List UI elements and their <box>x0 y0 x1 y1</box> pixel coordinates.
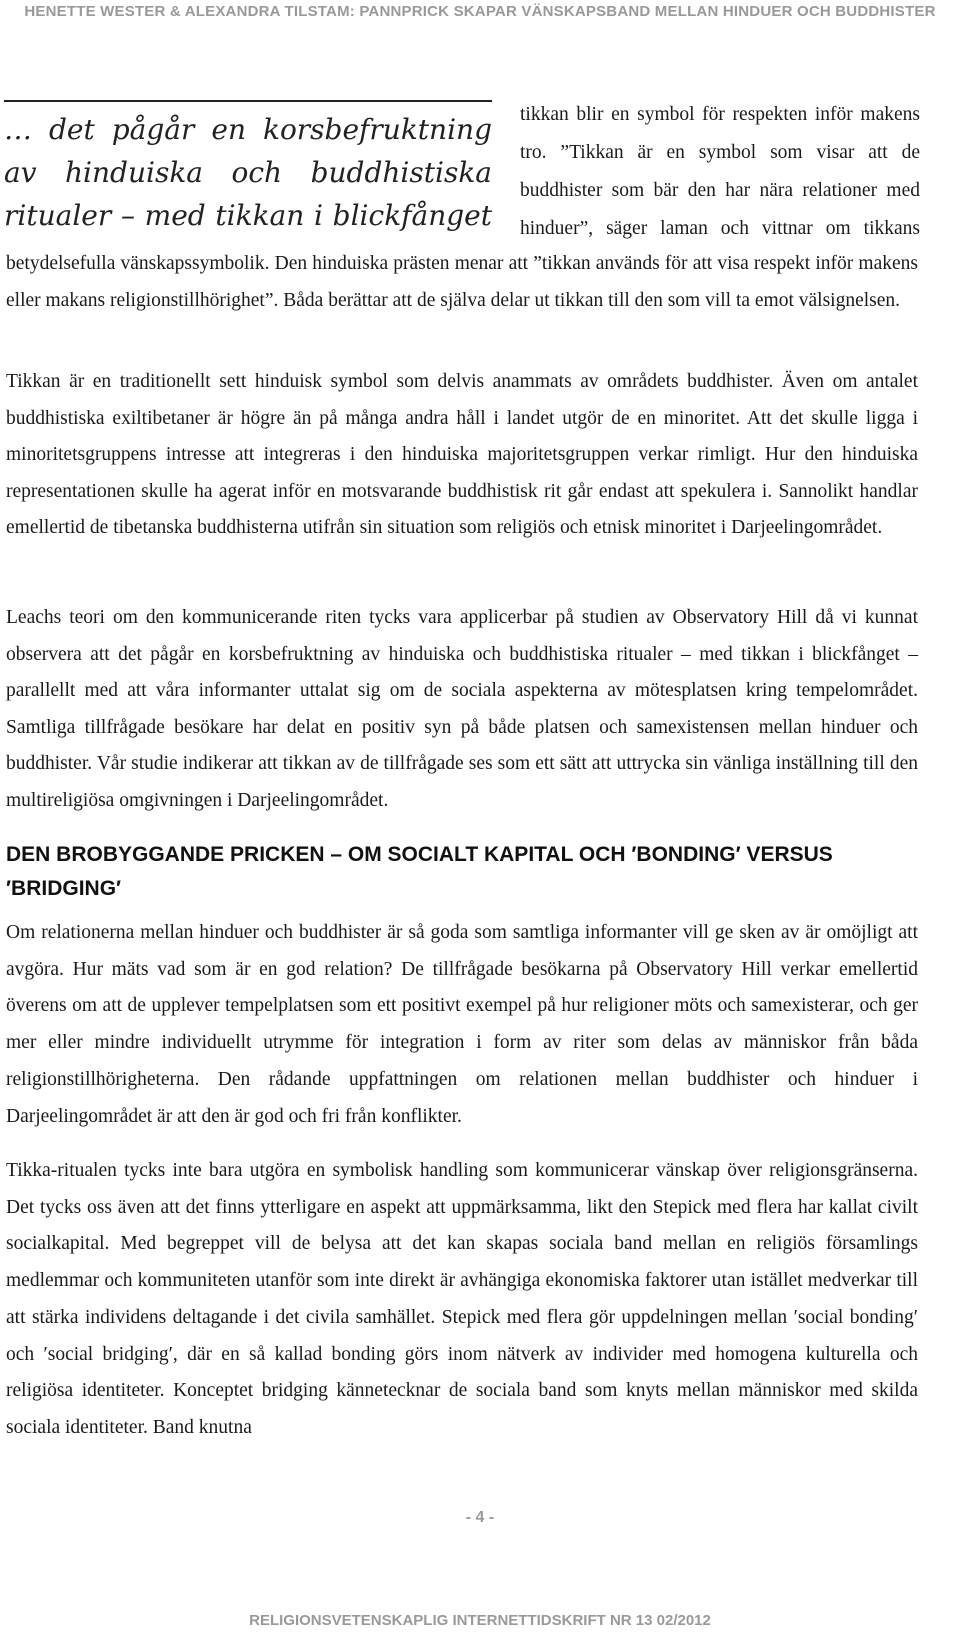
side-column-line: hinduer”, säger laman och vittnar om tikkans <box>520 218 920 239</box>
section-heading: DEN BROBYGGANDE PRICKEN – OM SOCIALT KAPITAL OCH ′BONDING′ VERSUS ′BRIDGING′ <box>6 843 833 900</box>
side-column-line: buddhister som bär den har nära relationer med <box>520 180 920 201</box>
paragraph-2 <box>6 364 918 547</box>
paragraph-text: Tikka-ritualen tycks inte bara utgöra en symbolisk handling som kommunicerar vänskap över religionsgränserna. Det tycks oss även att det finns ytterligare en aspekt att uppmärksamma, likt den Stepick med flera har kallat civilt socialkapital. Med begreppet vill de belysa att det kan skapas sociala band mellan en religiös församlings medlemmar och kommuniteten utanför som inte direkt är avhängiga ekonomiska faktorer utan istället medverkar till att stärka individens deltagande i det civila samhället. Stepick med flera gör uppdelningen mellan ′social bonding′ och ′social bridging′, där en så kallad bonding görs inom nätverk av individer med homogena kulturella och religiösa identiteter. Konceptet bridging kännetecknar de sociala band som knyts mellan människor med skilda sociala identiteter. Band knutna <box>6 1160 918 1438</box>
paragraph-text: Leachs teori om den kommunicerande riten tycks vara applicerbar på studien av Observatory Hill då vi kunnat observera att det pågår en korsbefruktning av hinduiska och buddhistiska ritualer – med tikkan i blickfånget – parallellt med att våra informanter uttalat sig om de sociala aspekterna av mötesplatsen kring tempelområdet. Samtliga tillfrågade besökare har delat en positiv syn på både platsen och samexistensen mellan hinduer och buddhister. Vår studie indikerar att tikkan av de tillfrågade ses som ett sätt att uttrycka sin vänliga inställning till den multireligiösa omgivningen i Darjeelingområdet. <box>6 607 918 811</box>
pull-quote-line: … det pågår en korsbefruktning <box>4 113 492 146</box>
side-column-text <box>520 96 920 248</box>
paragraph-3 <box>6 600 918 820</box>
paragraph-text: betydelsefulla vänskapssymbolik. Den hinduiska prästen menar att ”tikkan används för att visa respekt inför makens eller makans religionstillhörighet”. Båda berättar att de själva delar ut tikkan till den som vill ta emot välsignelsen. <box>6 253 918 311</box>
journal-footer: RELIGIONSVETENSKAPLIG INTERNETTIDSKRIFT NR 13 02/2012 <box>249 1612 711 1629</box>
running-head: HENETTE WESTER & ALEXANDRA TILSTAM: PANNPRICK SKAPAR VÄNSKAPSBAND MELLAN HINDUER OCH BUDDHISTER <box>24 3 936 20</box>
pull-quote <box>4 100 492 260</box>
side-column-line: tikkan blir en symbol för respekten inför makens <box>520 104 920 125</box>
pull-quote-line: av hinduiska och buddhistiska <box>4 156 492 189</box>
paragraph-1 <box>6 246 918 319</box>
paragraph-4 <box>6 915 918 1135</box>
pull-quote-line: ritualer – med tikkan i blickfånget <box>4 199 492 232</box>
paragraph-text: Tikkan är en traditionellt sett hinduisk symbol som delvis anammats av områdets buddhister. Även om antalet buddhistiska exiltibetaner är högre än på många andra håll i landet utgör de en minoritet. Att det skulle ligga i minoritetsgruppens intresse att integreras i den hinduiska majoritetsgruppen verkar rimligt. Hur den hinduiska representationen skulle ha agerat inför en motsvarande buddhistisk rit går endast att spekulera i. Sannolikt handlar emellertid de tibetanska buddhisterna utifrån sin situation som religiös och etnisk minoritet i Darjeelingområdet. <box>6 371 918 539</box>
paragraph-5 <box>6 1153 918 1447</box>
side-column-line: tro. ”Tikkan är en symbol som visar att de <box>520 142 920 163</box>
page-number: - 4 - <box>465 1509 495 1526</box>
paragraph-text: Om relationerna mellan hinduer och buddhister är så goda som samtliga informanter vill ge sken av är omöjligt att avgöra. Hur mäts vad som är en god relation? De tillfrågade besökarna på Observatory Hill verkar emellertid överens om att de upplever tempelplatsen som ett positivt exempel på hur religioner möts och samexisterar, och ger mer eller mindre individuellt utrymme för integration i form av riter som delas av människor från båda religionstillhörigheterna. Den rådande uppfattningen om relationen mellan buddhister och hinduer i Darjeelingområdet är att den är god och fri från konflikter. <box>6 922 918 1127</box>
